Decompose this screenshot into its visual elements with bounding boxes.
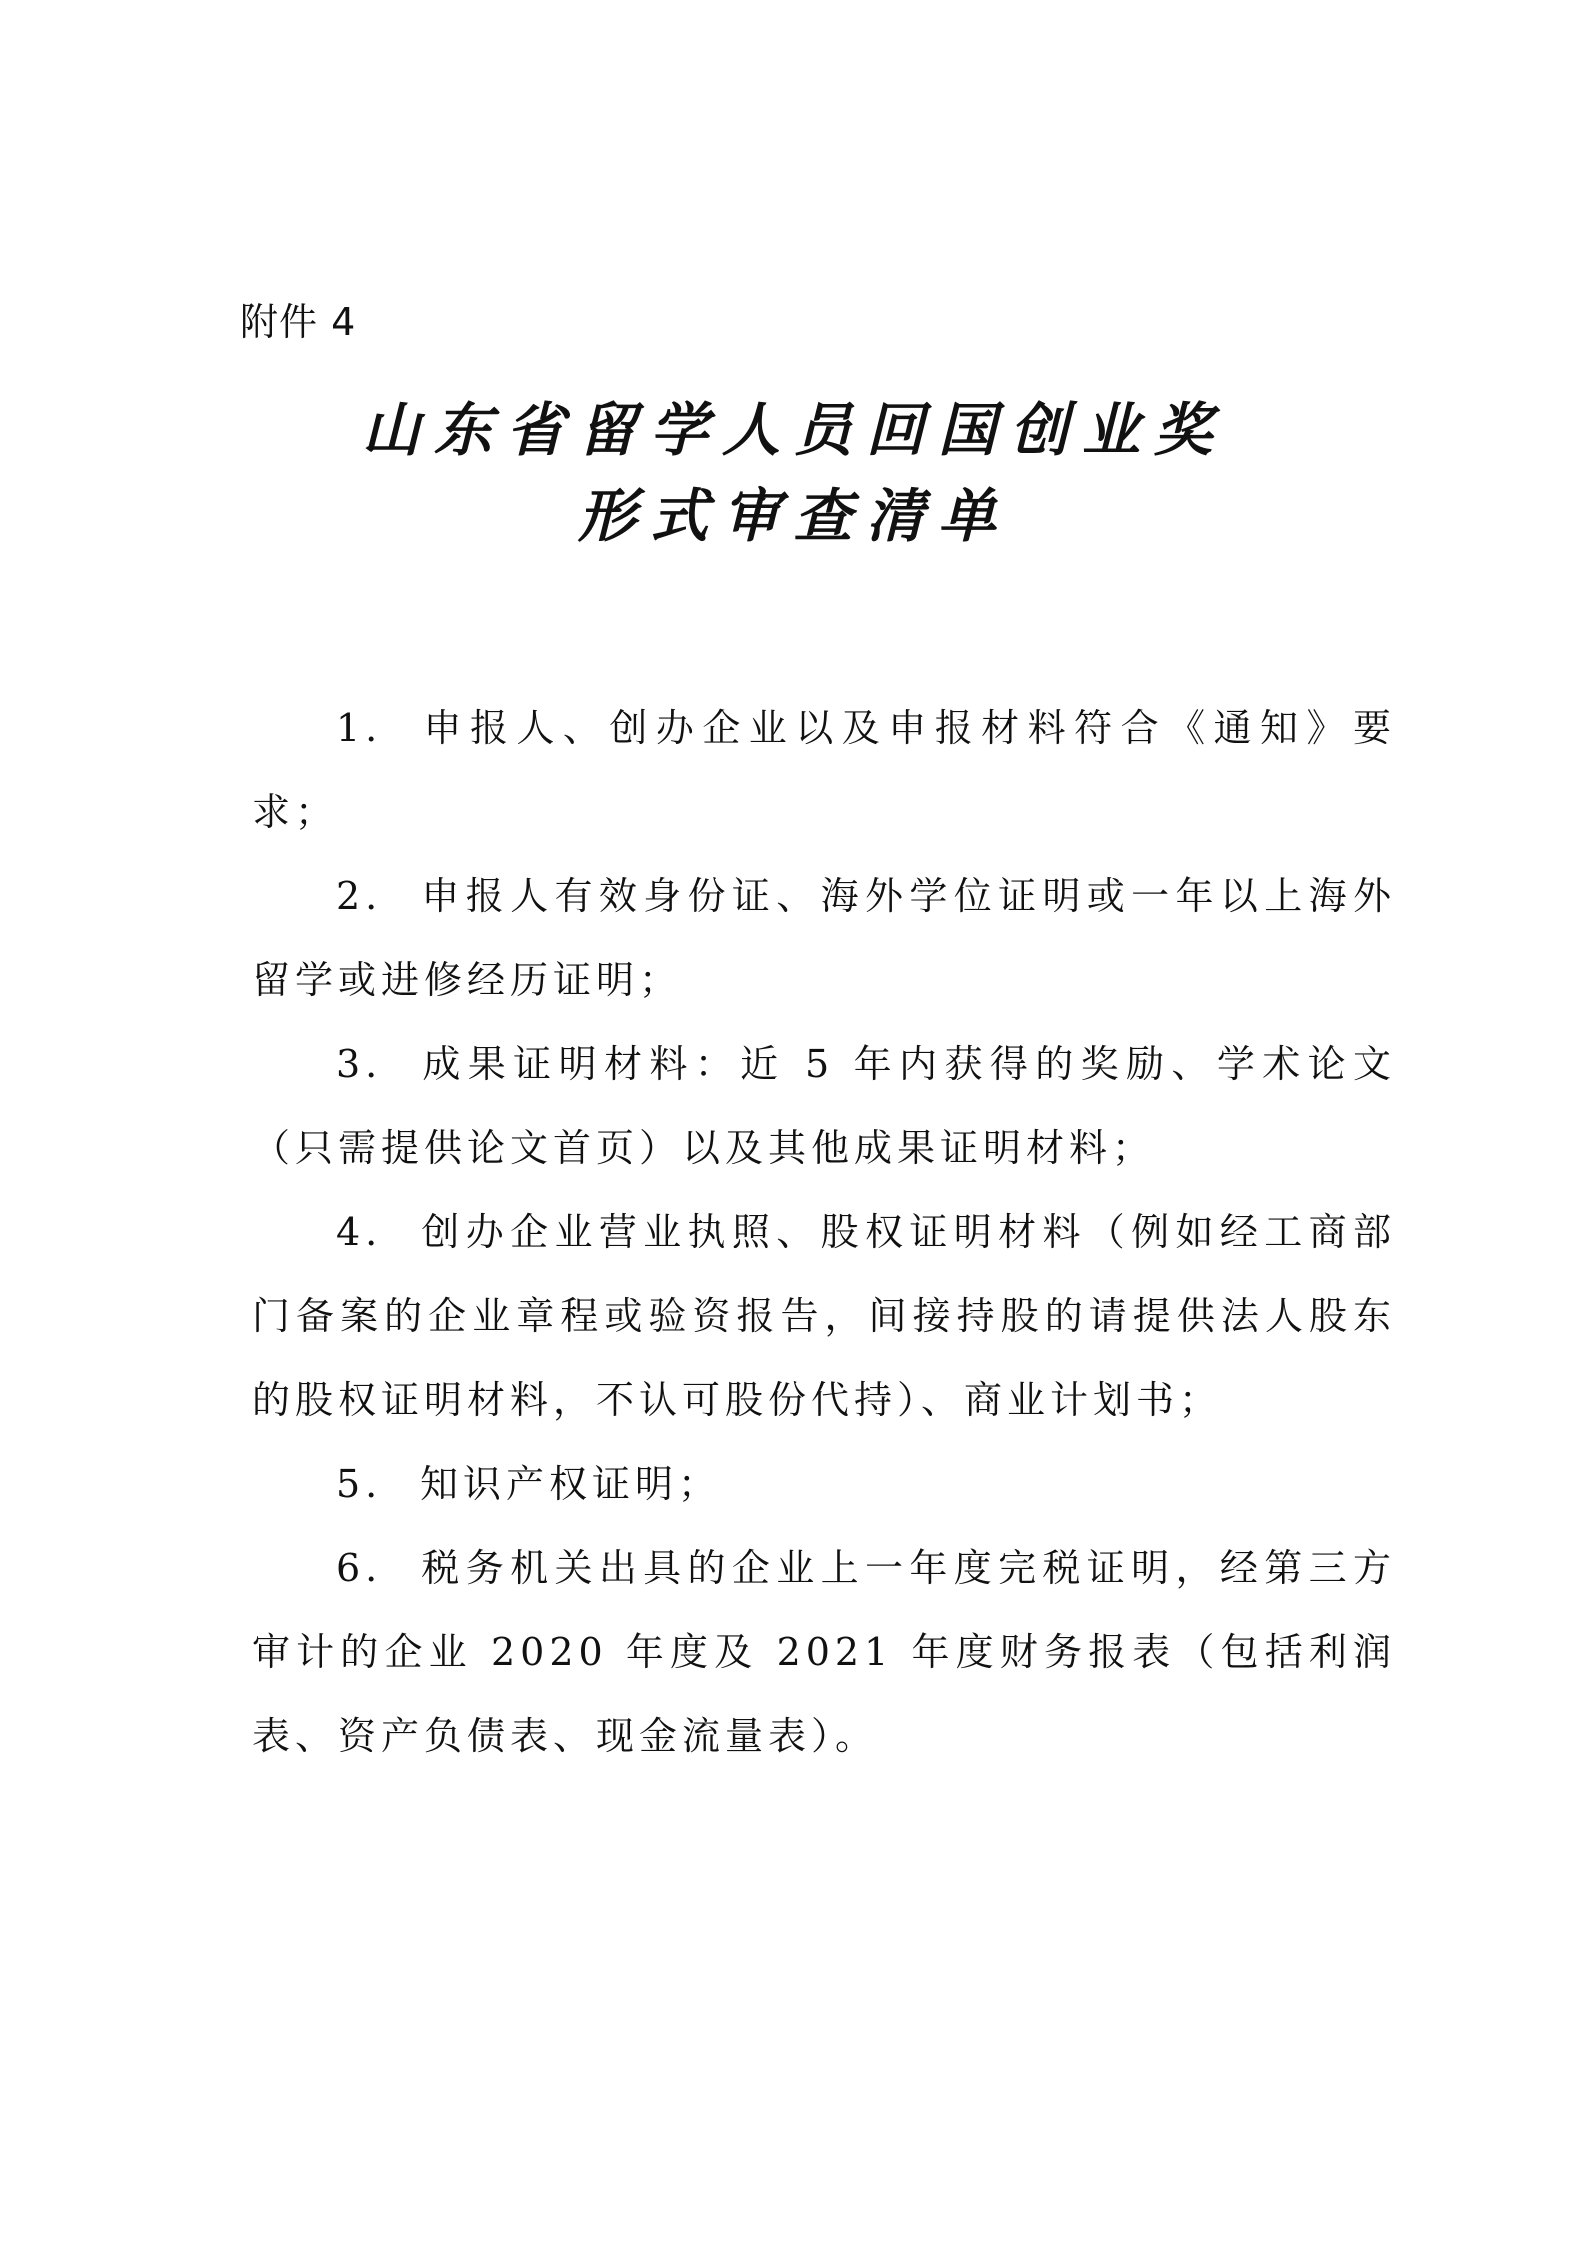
- checklist-item-3: [252, 1022, 1396, 1190]
- document-title-line-2: 形式审查清单: [577, 482, 1010, 550]
- item-text: 税务机关出具的企业上一年度完税证明，经第三方审计的企业 2020 年度及 2021 年度财务报表（包括利润表、资产负债表、现金流量表）。: [252, 1546, 1396, 1758]
- item-number: 1.: [336, 706, 383, 750]
- item-text: 创办企业营业执照、股权证明材料（例如经工商部门备案的企业章程或验资报告，间接持股的请提供法人股东的股权证明材料，不认可股份代持）、商业计划书；: [252, 1210, 1396, 1422]
- checklist-item-5: [252, 1442, 1396, 1526]
- item-text: 申报人、创办企业以及申报材料符合《通知》要求；: [252, 706, 1396, 834]
- checklist: [252, 686, 1396, 1778]
- checklist-item-4: [252, 1190, 1396, 1442]
- item-number: 5.: [336, 1462, 383, 1506]
- item-text: 申报人有效身份证、海外学位证明或一年以上海外留学或进修经历证明；: [252, 874, 1396, 1002]
- item-text: 成果证明材料：近 5 年内获得的奖励、学术论文（只需提供论文首页）以及其他成果证明材料；: [252, 1042, 1396, 1170]
- document-title-line-1: 山东省留学人员回国创业奖: [361, 396, 1226, 464]
- item-number: 6.: [336, 1546, 383, 1590]
- item-text: 知识产权证明；: [420, 1462, 722, 1506]
- checklist-item-1: [252, 686, 1396, 854]
- item-number: 3.: [336, 1042, 383, 1086]
- item-number: 4.: [336, 1210, 383, 1254]
- checklist-item-6: [252, 1526, 1396, 1778]
- attachment-label: 附件 4: [240, 300, 357, 344]
- item-number: 2.: [336, 874, 383, 918]
- checklist-item-2: [252, 854, 1396, 1022]
